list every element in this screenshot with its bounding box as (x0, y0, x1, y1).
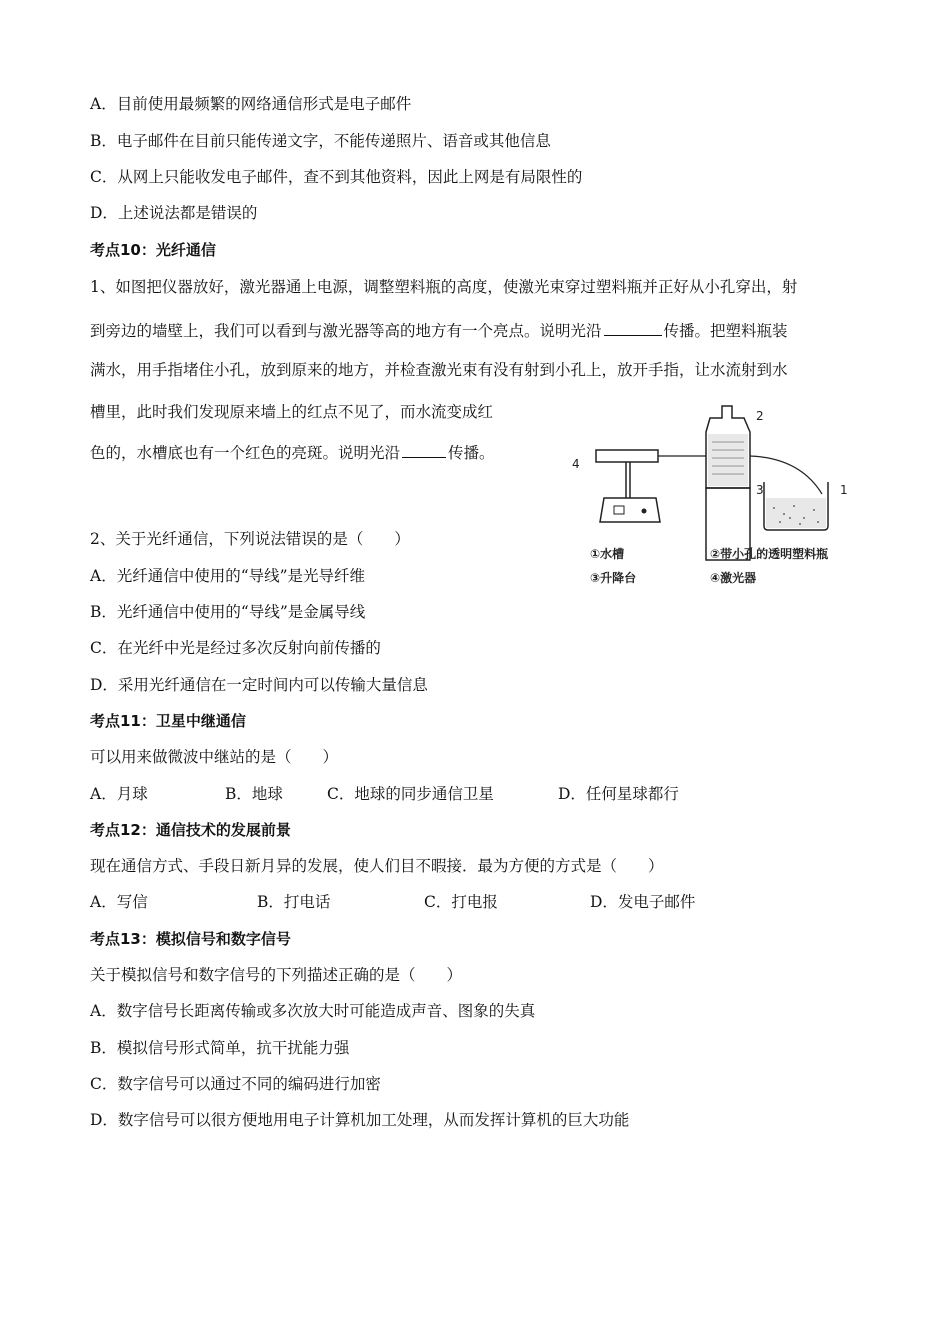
q1-line-1: 1、如图把仪器放好，激光器通上电源，调整塑料瓶的高度，使激光束穿过塑料瓶并正好从小孔穿出，射 (90, 278, 798, 296)
legend-lift-table: ③升降台 (590, 571, 637, 585)
s13-option-c: C．数字信号可以通过不同的编码进行加密 (90, 1075, 381, 1093)
tank-water (766, 498, 826, 528)
legend-laser: ④激光器 (710, 571, 757, 585)
section-13-heading: 考点13：模拟信号和数字信号 (90, 930, 291, 948)
experiment-figure (560, 398, 880, 608)
q1-line-3: 满水，用手指堵住小孔，放到原来的地方，并检查激光束有没有射到小孔上，放开手指，让水流射到水 (90, 361, 788, 379)
q1-line-5-end: 传播。 (448, 444, 495, 462)
option-a: A．目前使用最频繁的网络通信形式是电子邮件 (90, 95, 412, 113)
q2-option-d: D．采用光纤通信在一定时间内可以传输大量信息 (90, 676, 428, 694)
s11-option-b: B．地球 (225, 785, 283, 803)
s12-option-d: D．发电子邮件 (590, 893, 696, 911)
s11-stem: 可以用来做微波中继站的是（ ） (90, 748, 339, 766)
legend-bottle: ②带小孔的透明塑料瓶 (710, 547, 829, 561)
q1-line-2-end: 传播。把塑料瓶装 (663, 322, 788, 340)
answer-blank-1[interactable] (604, 321, 662, 336)
q2-option-a: A．光纤通信中使用的“导线”是光导纤维 (90, 567, 366, 585)
s13-option-b: B．模拟信号形式简单，抗干扰能力强 (90, 1039, 350, 1057)
s12-option-b: B．打电话 (257, 893, 331, 911)
s13-option-d: D．数字信号可以很方便地用电子计算机加工处理，从而发挥计算机的巨大功能 (90, 1111, 630, 1129)
label-2: 2 (756, 409, 764, 423)
s12-option-c: C．打电报 (424, 893, 498, 911)
option-b: B．电子邮件在目前只能传递文字，不能传递照片、语音或其他信息 (90, 132, 551, 150)
q1-line-5-start: 色的，水槽底也有一个红色的亮斑。说明光沿 (90, 444, 401, 462)
q2-option-c: C．在光纤中光是经过多次反射向前传播的 (90, 639, 381, 657)
s13-stem: 关于模拟信号和数字信号的下列描述正确的是（ ） (90, 966, 463, 984)
q1-line-2 (90, 321, 788, 341)
option-d: D．上述说法都是错误的 (90, 204, 258, 222)
section-10-heading: 考点10：光纤通信 (90, 241, 216, 259)
q1-line-5 (90, 443, 495, 463)
q2-option-b: B．光纤通信中使用的“导线”是金属导线 (90, 603, 366, 621)
q2-stem: 2、关于光纤通信，下列说法错误的是（ ） (90, 530, 410, 548)
s11-option-a: A．月球 (90, 785, 148, 803)
s13-option-a: A．数字信号长距离传输或多次放大时可能造成声音、图象的失真 (90, 1002, 536, 1020)
answer-blank-2[interactable] (402, 443, 446, 458)
q1-line-4: 槽里，此时我们发现原来墙上的红点不见了，而水流变成红 (90, 403, 494, 421)
laser-stand (600, 498, 660, 522)
s12-stem: 现在通信方式、手段日新月异的发展，使人们目不暇接．最为方便的方式是（ ） (90, 857, 664, 875)
s12-option-a: A．写信 (90, 893, 148, 911)
laser (596, 450, 658, 462)
label-1: 1 (840, 483, 848, 497)
option-c: C．从网上只能收发电子邮件，查不到其他资料，因此上网是有局限性的 (90, 168, 583, 186)
s11-option-d: D．任何星球都行 (558, 785, 679, 803)
q1-line-2-start: 到旁边的墙壁上，我们可以看到与激光器等高的地方有一个亮点。说明光沿 (90, 322, 602, 340)
section-12-heading: 考点12：通信技术的发展前景 (90, 821, 291, 839)
section-11-heading: 考点11：卫星中继通信 (90, 712, 246, 730)
legend-tank: ①水槽 (590, 547, 625, 561)
s11-option-c: C．地球的同步通信卫星 (327, 785, 494, 803)
label-3: 3 (756, 483, 764, 497)
label-4: 4 (572, 457, 580, 471)
